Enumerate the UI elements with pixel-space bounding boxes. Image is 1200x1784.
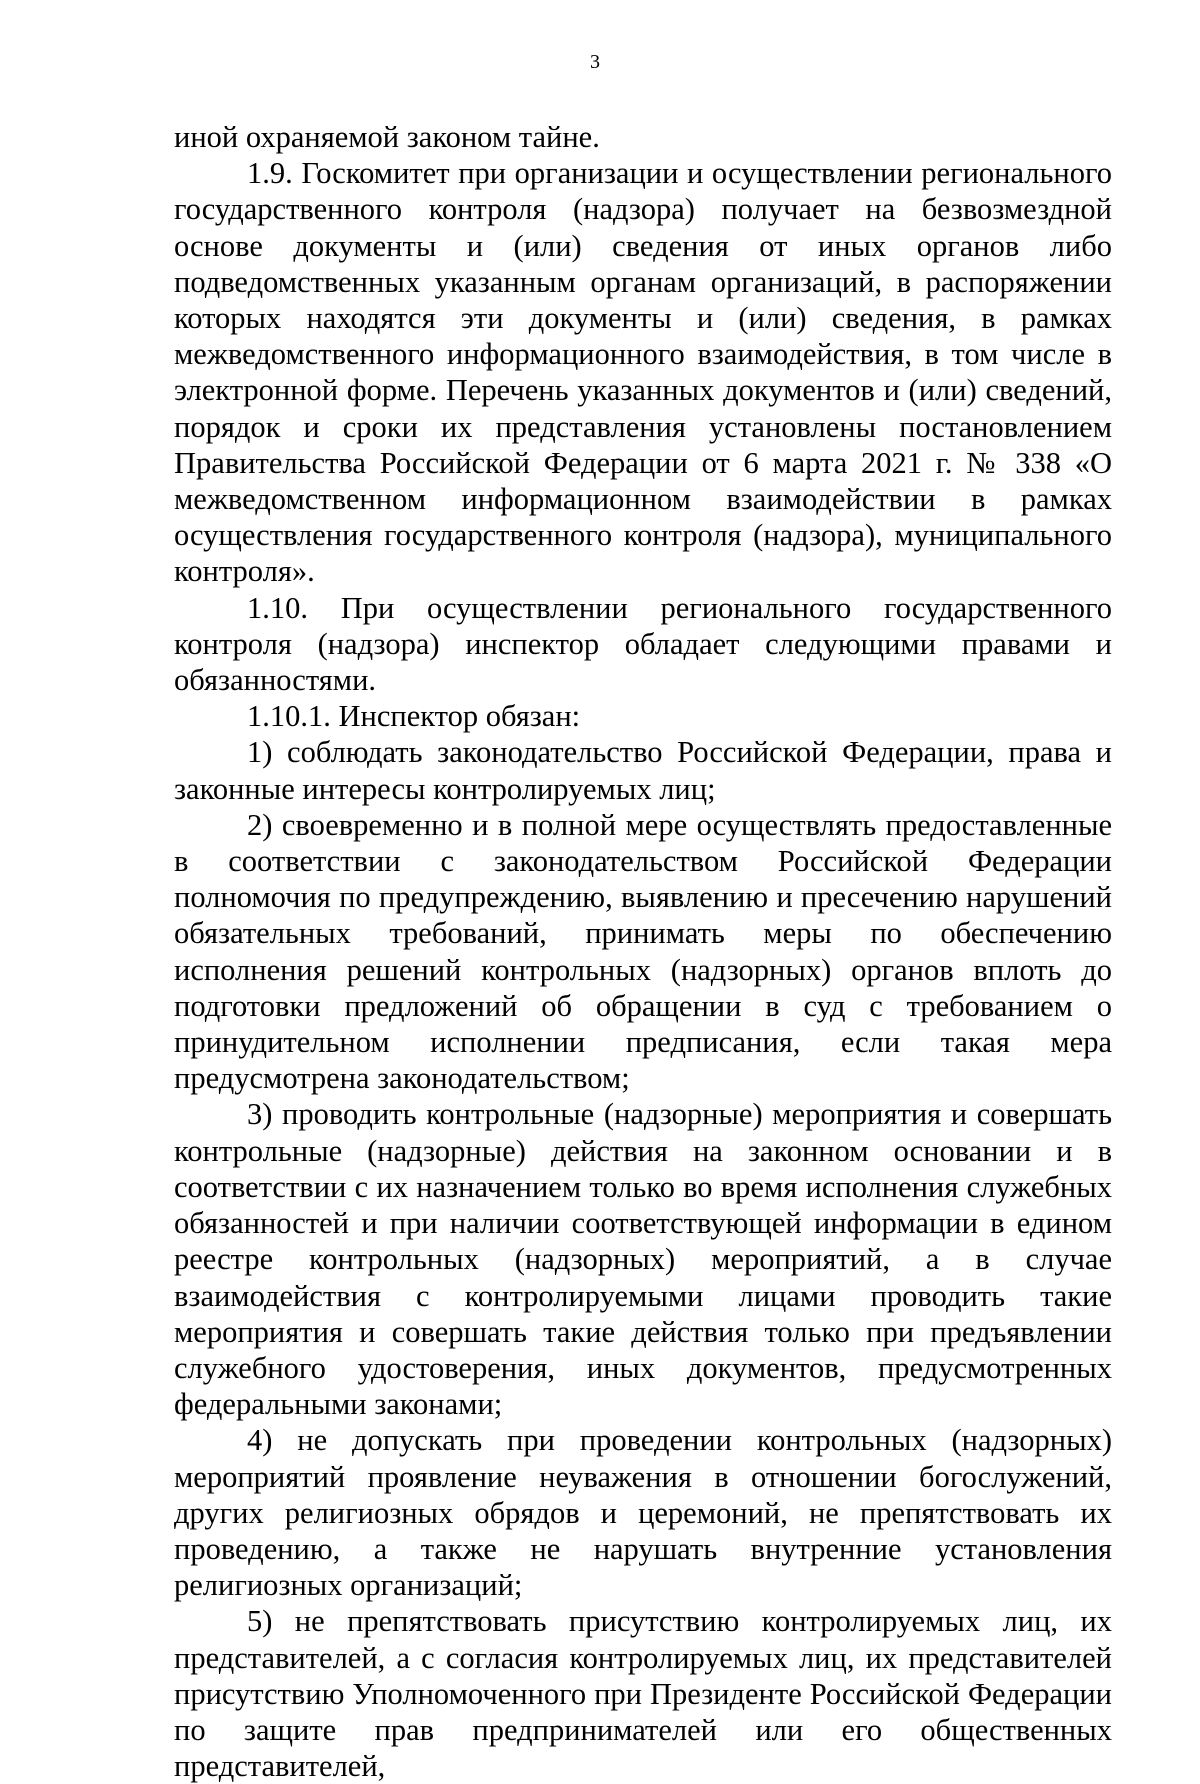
list-item-3: 3) проводить контрольные (надзорные) мероприятия и совершать контрольные (надзорные) действия на законном основании и в соответствии с их назначением только во время исполнения служебных обязанностей и при наличии соответствующей информации в едином реестре контрольных (надзорных) мероприятий, а в случае взаимодействия с контролируемыми лицами проводить такие мероприятия и совершать такие действия только при предъявлении служебного удостоверения, иных документов, предусмотренных федеральными законами; [174,1097,1112,1422]
paragraph-1-9: 1.9. Госкомитет при организации и осуществлении регионального государственного контроля (надзора) получает на безвозмездной основе документы и (или) сведения от иных органов либо подведомственных указанным органам организаций, в распоряжении которых находятся эти документы и (или) сведения, в рамках межведомственного информационного взаимодействия, в том числе в электронной форме. Перечень указанных документов и (или) сведений, порядок и сроки их представления установлены постановлением Правительства Российской Федерации от 6 марта 2021 г. № 338 «О межведомственном информационном взаимодействии в рамках осуществления государственного контроля (надзора), муниципального контроля». [174,156,1112,589]
paragraph-1-10-1: 1.10.1. Инспектор обязан: [247,699,581,734]
page-number: 3 [590,51,600,73]
paragraph-continuation: иной охраняемой законом тайне. [174,120,600,154]
document-body [174,119,1112,1784]
list-item-2: 2) своевременно и в полной мере осуществлять предоставленные в соответствии с законодательством Российской Федерации полномочия по предупреждению, выявлению и пресечению нарушений обязательных требований, принимать меры по обеспечению исполнения решений контрольных (надзорных) органов вплоть до подготовки предложений об обращении в суд с требованием о принудительном исполнении предписания, если такая мера предусмотрена законодательством; [174,807,1112,1096]
paragraph-1-10: 1.10. При осуществлении регионального государственного контроля (надзора) инспектор обладает следующими правами и обязанностями. [174,590,1112,698]
list-item-5: 5) не препятствовать присутствию контролируемых лиц, их представителей, а с согласия контролируемых лиц, их представителей присутствию Уполномоченного при Президенте Российской Федерации по защите прав предпринимателей или его общественных представителей, [174,1604,1112,1784]
list-item-4: 4) не допускать при проведении контрольных (надзорных) мероприятий проявление неуважения в отношении богослужений, других религиозных обрядов и церемоний, не препятствовать их проведению, а также не нарушать внутренние установления религиозных организаций; [174,1423,1112,1603]
list-item-1: 1) соблюдать законодательство Российской Федерации, права и законные интересы контролируемых лиц; [174,735,1112,806]
